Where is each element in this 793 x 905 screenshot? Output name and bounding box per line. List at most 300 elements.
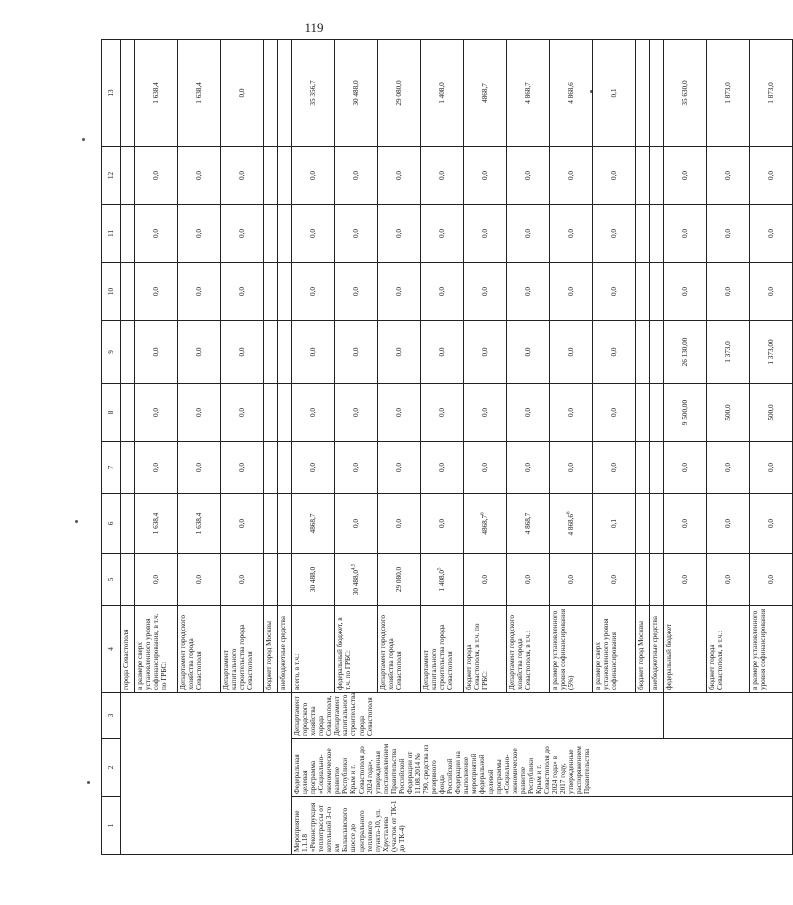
source-label (264, 606, 278, 693)
value-cell (278, 263, 292, 321)
value-cell-text: 0,0 (237, 171, 246, 180)
value-cell (221, 321, 264, 384)
value-cell-text: 0,0 (237, 408, 246, 417)
value-cell (378, 205, 421, 263)
value-cell (335, 147, 378, 205)
value-cell (335, 494, 378, 554)
value-cell (550, 205, 593, 263)
source-label (135, 606, 178, 693)
value-cell-text: 0,0 (523, 229, 532, 238)
value-cell-text: 0,0 (237, 287, 246, 296)
value-cell (507, 554, 550, 606)
value-cell (378, 321, 421, 384)
value-cell (292, 442, 335, 494)
source-label-text: всего, в т.ч.: (293, 653, 301, 690)
value-cell (550, 321, 593, 384)
value-cell-text: 35 630,0 (680, 80, 689, 106)
value-cell-text: 1 408,0 (437, 569, 446, 592)
value-cell-text: 0,0 (480, 171, 489, 180)
value-cell (421, 494, 464, 554)
value-cell (593, 147, 636, 205)
value-cell-text: 1 373,0 (723, 341, 732, 363)
value-cell-text: 0,0 (194, 463, 203, 472)
value-cell (593, 384, 636, 442)
value-cell-text: 0,0 (766, 287, 775, 296)
value-cell-text: 1 638,4 (194, 82, 203, 104)
column-number-row (102, 40, 121, 855)
value-cell (650, 205, 664, 263)
value-cell (664, 147, 707, 205)
value-cell (221, 494, 264, 554)
value-cell (178, 494, 221, 554)
value-cell (264, 554, 278, 606)
value-cell-text: 0,1 (609, 88, 618, 98)
value-cell (292, 263, 335, 321)
value-cell (507, 147, 550, 205)
value-cell (292, 494, 335, 554)
value-cell-text: 0,0 (194, 287, 203, 296)
column-number-header (102, 494, 121, 554)
value-cell (636, 494, 650, 554)
value-cell (121, 40, 135, 147)
value-cell (707, 147, 750, 205)
value-cell-text: 0,0 (480, 463, 489, 472)
value-cell-text: 1 638,4 (194, 512, 203, 535)
value-cell-text: 0,0 (437, 408, 446, 417)
value-cell (278, 494, 292, 554)
value-cell-text: 0,0 (394, 171, 403, 180)
value-cell-text: 0,0 (351, 171, 360, 180)
value-cell (421, 147, 464, 205)
column-number-header (102, 384, 121, 442)
column-number-header-text: 3 (106, 713, 115, 718)
value-cell (507, 321, 550, 384)
value-cell-text: 9 500,00 (680, 399, 689, 426)
value-cell (664, 494, 707, 554)
value-cell (335, 205, 378, 263)
column-number-header-text: 8 (106, 410, 115, 415)
value-cell (550, 442, 593, 494)
value-cell-text: 0,0 (194, 229, 203, 238)
value-cell-text: 0,0 (523, 408, 532, 417)
measure-name-text: Мероприятие 1.1.18 «Реконструкция теплотрассы от котельной 3-го км Балаклавского шоссе до центрального теплового пункта-10, ул. Хрусталева (участок от ТК-1 до ТК-4) (293, 800, 406, 852)
value-cell (178, 554, 221, 606)
value-cell-text: 4868,7 (308, 513, 317, 534)
value-cell (264, 263, 278, 321)
column-number-header-text: 9 (106, 350, 115, 354)
value-cell-text: 0,0 (566, 347, 575, 357)
source-label (707, 606, 750, 693)
value-cell (378, 384, 421, 442)
value-cell (178, 147, 221, 205)
value-cell (707, 442, 750, 494)
value-cell (550, 263, 593, 321)
source-label (278, 606, 292, 693)
value-cell-text: 0,0 (609, 287, 618, 296)
source-label-text: Департамент городского хозяйства города Севастополя (379, 615, 404, 690)
value-cell-text: 0,0 (609, 229, 618, 238)
value-cell-text: 0,0 (680, 287, 689, 296)
source-label-text: бюджет города Севастополя, в т.ч.: (708, 630, 725, 690)
value-cell-text: 0,0 (680, 171, 689, 180)
source-label (378, 606, 421, 693)
value-cell (292, 205, 335, 263)
value-cell (650, 384, 664, 442)
responsible-executor-text: Департамент городского хозяйства города Севастополя, Департамент капитального строительства города Севастополя (293, 692, 374, 736)
value-cell (421, 554, 464, 606)
value-cell (278, 554, 292, 606)
source-label (664, 606, 707, 693)
column-number-header (102, 739, 121, 797)
source-label-text: в размере установленного уровня софинансирования (751, 608, 768, 690)
value-cell (221, 263, 264, 321)
column-number-header (102, 797, 121, 855)
source-label-text: города Севастополя (122, 629, 130, 690)
value-cell (636, 205, 650, 263)
value-cell (650, 554, 664, 606)
value-cell (221, 554, 264, 606)
value-cell (121, 263, 135, 321)
value-cell (292, 384, 335, 442)
value-cell-text: 0,0 (766, 463, 775, 472)
value-cell-text: 1 873,0 (766, 82, 775, 104)
value-cell-text: 0,0 (394, 519, 403, 528)
source-label-text: Департамент капитального строительства города Севастополя (422, 624, 455, 690)
value-cell (507, 263, 550, 321)
value-cell (135, 384, 178, 442)
value-cell-text: 0,0 (308, 171, 317, 180)
value-cell-text: 0,0 (480, 347, 489, 357)
value-cell (650, 321, 664, 384)
value-cell (593, 494, 636, 554)
value-cell (121, 554, 135, 606)
value-cell (335, 321, 378, 384)
value-cell-text: 4 868,7 (523, 512, 532, 535)
rotated-table-frame (101, 40, 775, 855)
value-cell (464, 205, 507, 263)
value-cell-text: 0,0 (194, 575, 203, 584)
value-cell-text: 0,0 (680, 229, 689, 238)
value-cell-text: 0,0 (609, 408, 618, 417)
value-cell-text: 0,0 (151, 575, 160, 584)
value-cell (121, 321, 135, 384)
value-cell-text: 0,0 (523, 347, 532, 357)
value-cell-text: 0,0 (566, 229, 575, 238)
footnote-mark: 6 (480, 512, 486, 515)
value-cell-text: 0,0 (151, 463, 160, 472)
value-cell (221, 40, 264, 147)
value-cell (135, 263, 178, 321)
value-cell (707, 40, 750, 147)
value-cell-text: 1 408,0 (437, 82, 446, 104)
value-cell (750, 554, 793, 606)
value-cell (750, 442, 793, 494)
value-cell-text: 0,0 (237, 88, 246, 98)
column-number-header (102, 693, 121, 739)
value-cell (378, 40, 421, 147)
value-cell (178, 263, 221, 321)
value-cell-text: 0,0 (351, 408, 360, 417)
value-cell (707, 494, 750, 554)
value-cell (421, 205, 464, 263)
value-cell (135, 494, 178, 554)
value-cell (378, 554, 421, 606)
value-cell-text: 0,0 (394, 229, 403, 238)
value-cell (593, 554, 636, 606)
value-cell-text: 30 488,0 (308, 566, 317, 593)
value-cell-text: 0,0 (680, 519, 689, 528)
value-cell (292, 40, 335, 147)
value-cell (507, 442, 550, 494)
value-cell (335, 40, 378, 147)
value-cell (264, 384, 278, 442)
value-cell (636, 263, 650, 321)
column-number-header-text: 7 (106, 465, 115, 470)
value-cell (135, 442, 178, 494)
value-cell-text: 0,0 (437, 463, 446, 472)
source-label (507, 606, 550, 693)
value-cell-text: 0,0 (237, 229, 246, 238)
value-cell (550, 494, 593, 554)
value-cell-text: 1 873,0 (723, 82, 732, 104)
value-cell (464, 263, 507, 321)
value-cell-text: 30 488,0 (351, 80, 360, 106)
value-cell (650, 494, 664, 554)
value-cell (421, 384, 464, 442)
value-cell-text: 0,0 (723, 463, 732, 472)
value-cell-text: 0,0 (680, 463, 689, 472)
value-cell (421, 263, 464, 321)
source-label (121, 606, 135, 693)
value-cell (335, 263, 378, 321)
value-cell (464, 494, 507, 554)
value-cell-text: 26 130,00 (680, 337, 689, 367)
value-cell-text: 0,0 (523, 171, 532, 180)
value-cell (507, 40, 550, 147)
value-cell (636, 40, 650, 147)
value-cell (707, 321, 750, 384)
responsible-executor (292, 693, 664, 739)
value-cell (221, 147, 264, 205)
value-cell (421, 40, 464, 147)
value-cell (264, 494, 278, 554)
source-label-text: бюджет города Севастополя, в т.ч. по ГРБС: (465, 623, 490, 690)
value-cell-text: 0,0 (151, 287, 160, 296)
value-cell (121, 442, 135, 494)
value-cell-text: 0,1 (609, 519, 618, 528)
value-cell-text: 0,0 (308, 463, 317, 472)
value-cell-text: 0,0 (480, 408, 489, 417)
value-cell-text: 500,0 (766, 404, 775, 421)
value-cell (135, 554, 178, 606)
value-cell (464, 442, 507, 494)
value-cell-text: 0,0 (351, 519, 360, 528)
value-cell (664, 442, 707, 494)
source-label (335, 606, 378, 693)
value-cell (750, 263, 793, 321)
value-cell-text: 29 080,0 (394, 566, 403, 593)
value-cell-text: 0,0 (566, 463, 575, 472)
column-number-header-text: 5 (106, 577, 115, 582)
value-cell-text: 0,0 (680, 575, 689, 584)
measure-name (292, 797, 793, 855)
value-cell-text: 4868,7 (480, 83, 489, 103)
value-cell (135, 40, 178, 147)
value-cell (135, 205, 178, 263)
value-cell-text: 4 868,6 (566, 513, 575, 536)
value-cell-text: 0,0 (437, 229, 446, 238)
value-cell (121, 494, 135, 554)
value-cell (264, 321, 278, 384)
source-label-text: бюджет город Москвы (637, 620, 645, 690)
value-cell (664, 554, 707, 606)
value-cell-text: 1 638,4 (151, 82, 160, 104)
column-number-header (102, 554, 121, 606)
value-cell (221, 442, 264, 494)
value-cell (664, 263, 707, 321)
value-cell (664, 321, 707, 384)
value-cell (750, 205, 793, 263)
scan-speck (75, 520, 78, 523)
value-cell-text: 0,0 (194, 347, 203, 357)
value-cell-text: 4 868,7 (523, 82, 532, 104)
value-cell (221, 205, 264, 263)
table-row (664, 40, 707, 855)
value-cell (464, 321, 507, 384)
source-label-text: в размере установленного уровня софинансирования (5%) (551, 608, 576, 690)
value-cell (707, 205, 750, 263)
value-cell (636, 554, 650, 606)
footnote-mark: 4,5 (351, 563, 357, 571)
column-number-header-text: 13 (106, 89, 115, 97)
value-cell-text: 0,0 (351, 229, 360, 238)
value-cell-text: 0,0 (394, 463, 403, 472)
value-cell-text: 0,0 (609, 463, 618, 472)
value-cell-text: 0,0 (566, 575, 575, 584)
value-cell (707, 263, 750, 321)
value-cell (278, 205, 292, 263)
value-cell-text: 0,0 (308, 347, 317, 357)
value-cell-text: 0,0 (308, 287, 317, 296)
value-cell-text: 0,0 (566, 408, 575, 417)
source-label-text: в размере сверх установленного уровня софинансирования, в т.ч. по ГРБС: (136, 613, 169, 690)
column-number-header (102, 606, 121, 693)
value-cell-text: 0,0 (723, 519, 732, 528)
source-label (650, 606, 664, 693)
value-cell-text: 1 638,4 (151, 512, 160, 535)
value-cell-text: 0,0 (609, 575, 618, 584)
value-cell (178, 40, 221, 147)
source-label (221, 606, 264, 693)
value-cell (278, 321, 292, 384)
value-cell-text: 0,0 (237, 519, 246, 528)
value-cell (593, 321, 636, 384)
value-cell-text: 0,0 (351, 347, 360, 357)
value-cell (335, 442, 378, 494)
column-number-header (102, 40, 121, 147)
value-cell (636, 384, 650, 442)
value-cell-text: 0,0 (394, 287, 403, 296)
value-cell (292, 147, 335, 205)
value-cell (335, 384, 378, 442)
value-cell (750, 40, 793, 147)
value-cell (135, 147, 178, 205)
value-cell-text: 0,0 (351, 463, 360, 472)
source-label-text: Департамент городского хозяйства города Севастополя (179, 615, 204, 690)
value-cell (464, 40, 507, 147)
column-number-header (102, 442, 121, 494)
column-number-header-text: 1 (106, 823, 115, 828)
value-cell-text: 0,0 (609, 347, 618, 357)
table-row (121, 40, 135, 855)
value-cell-text: 0,0 (151, 347, 160, 357)
financing-table (101, 39, 793, 855)
value-cell (550, 384, 593, 442)
value-cell (650, 263, 664, 321)
value-cell (650, 40, 664, 147)
column-number-header (102, 321, 121, 384)
value-cell (507, 494, 550, 554)
value-cell-text: 0,0 (566, 287, 575, 296)
value-cell (178, 384, 221, 442)
source-label (593, 606, 636, 693)
page-number: 119 (304, 20, 324, 35)
column-number-header-text: 4 (106, 647, 115, 651)
value-cell (378, 263, 421, 321)
value-cell (292, 321, 335, 384)
source-label-text: Департамент капитального строительства города Севастополя (222, 624, 255, 690)
value-cell-text: 0,0 (480, 575, 489, 584)
footnote-mark: 5 (437, 567, 443, 570)
column-number-header-text: 12 (106, 171, 115, 180)
source-label (750, 606, 793, 693)
footnote-mark: 6 (566, 511, 572, 514)
value-cell (750, 147, 793, 205)
source-label-text: в размере сверх установленного уровня софинансирования (594, 618, 619, 690)
value-cell (121, 205, 135, 263)
empty-cell (121, 693, 292, 855)
source-label-text: бюджет город Москвы (265, 620, 273, 690)
value-cell (750, 384, 793, 442)
value-cell-text: 0,0 (151, 171, 160, 180)
value-cell (507, 384, 550, 442)
value-cell (550, 40, 593, 147)
value-cell (707, 384, 750, 442)
program-name-text: Федеральная целевая программа «Социально-экономическое развитие Республики Крым и г. Севастополя до 2024 года», утвержденная постановлением Правительства Российской Федерации от 11.08.2014 № 790, средства из резервного фонда Российской Федерации на выполнение мероприятий федеральной целевой программы «Социально-экономическое развитие Республики Крым и г. Севастополя до 2024 года» в 2017 году, утвержденные распоряжением Правительства (293, 743, 592, 794)
value-cell-text: 29 080,0 (394, 80, 403, 106)
value-cell-text: 0,0 (766, 229, 775, 238)
value-cell (464, 554, 507, 606)
value-cell-text: 30 488,0 (351, 570, 360, 596)
table-row (292, 40, 335, 855)
value-cell-text: 0,0 (394, 408, 403, 417)
source-label (550, 606, 593, 693)
value-cell-text: 500,0 (723, 404, 732, 421)
value-cell-text: 0,0 (723, 287, 732, 296)
value-cell-text: 0,0 (308, 408, 317, 417)
value-cell (650, 147, 664, 205)
value-cell (264, 147, 278, 205)
value-cell (278, 147, 292, 205)
value-cell (550, 147, 593, 205)
source-label-text: внебюджетные средства (651, 616, 659, 690)
value-cell-text: 0,0 (194, 408, 203, 417)
value-cell (664, 384, 707, 442)
value-cell (264, 205, 278, 263)
source-label-text: федеральный бюджет, в т.ч. по ГРБС: (336, 617, 353, 690)
value-cell (650, 442, 664, 494)
value-cell-text: 1 373,00 (766, 339, 775, 365)
